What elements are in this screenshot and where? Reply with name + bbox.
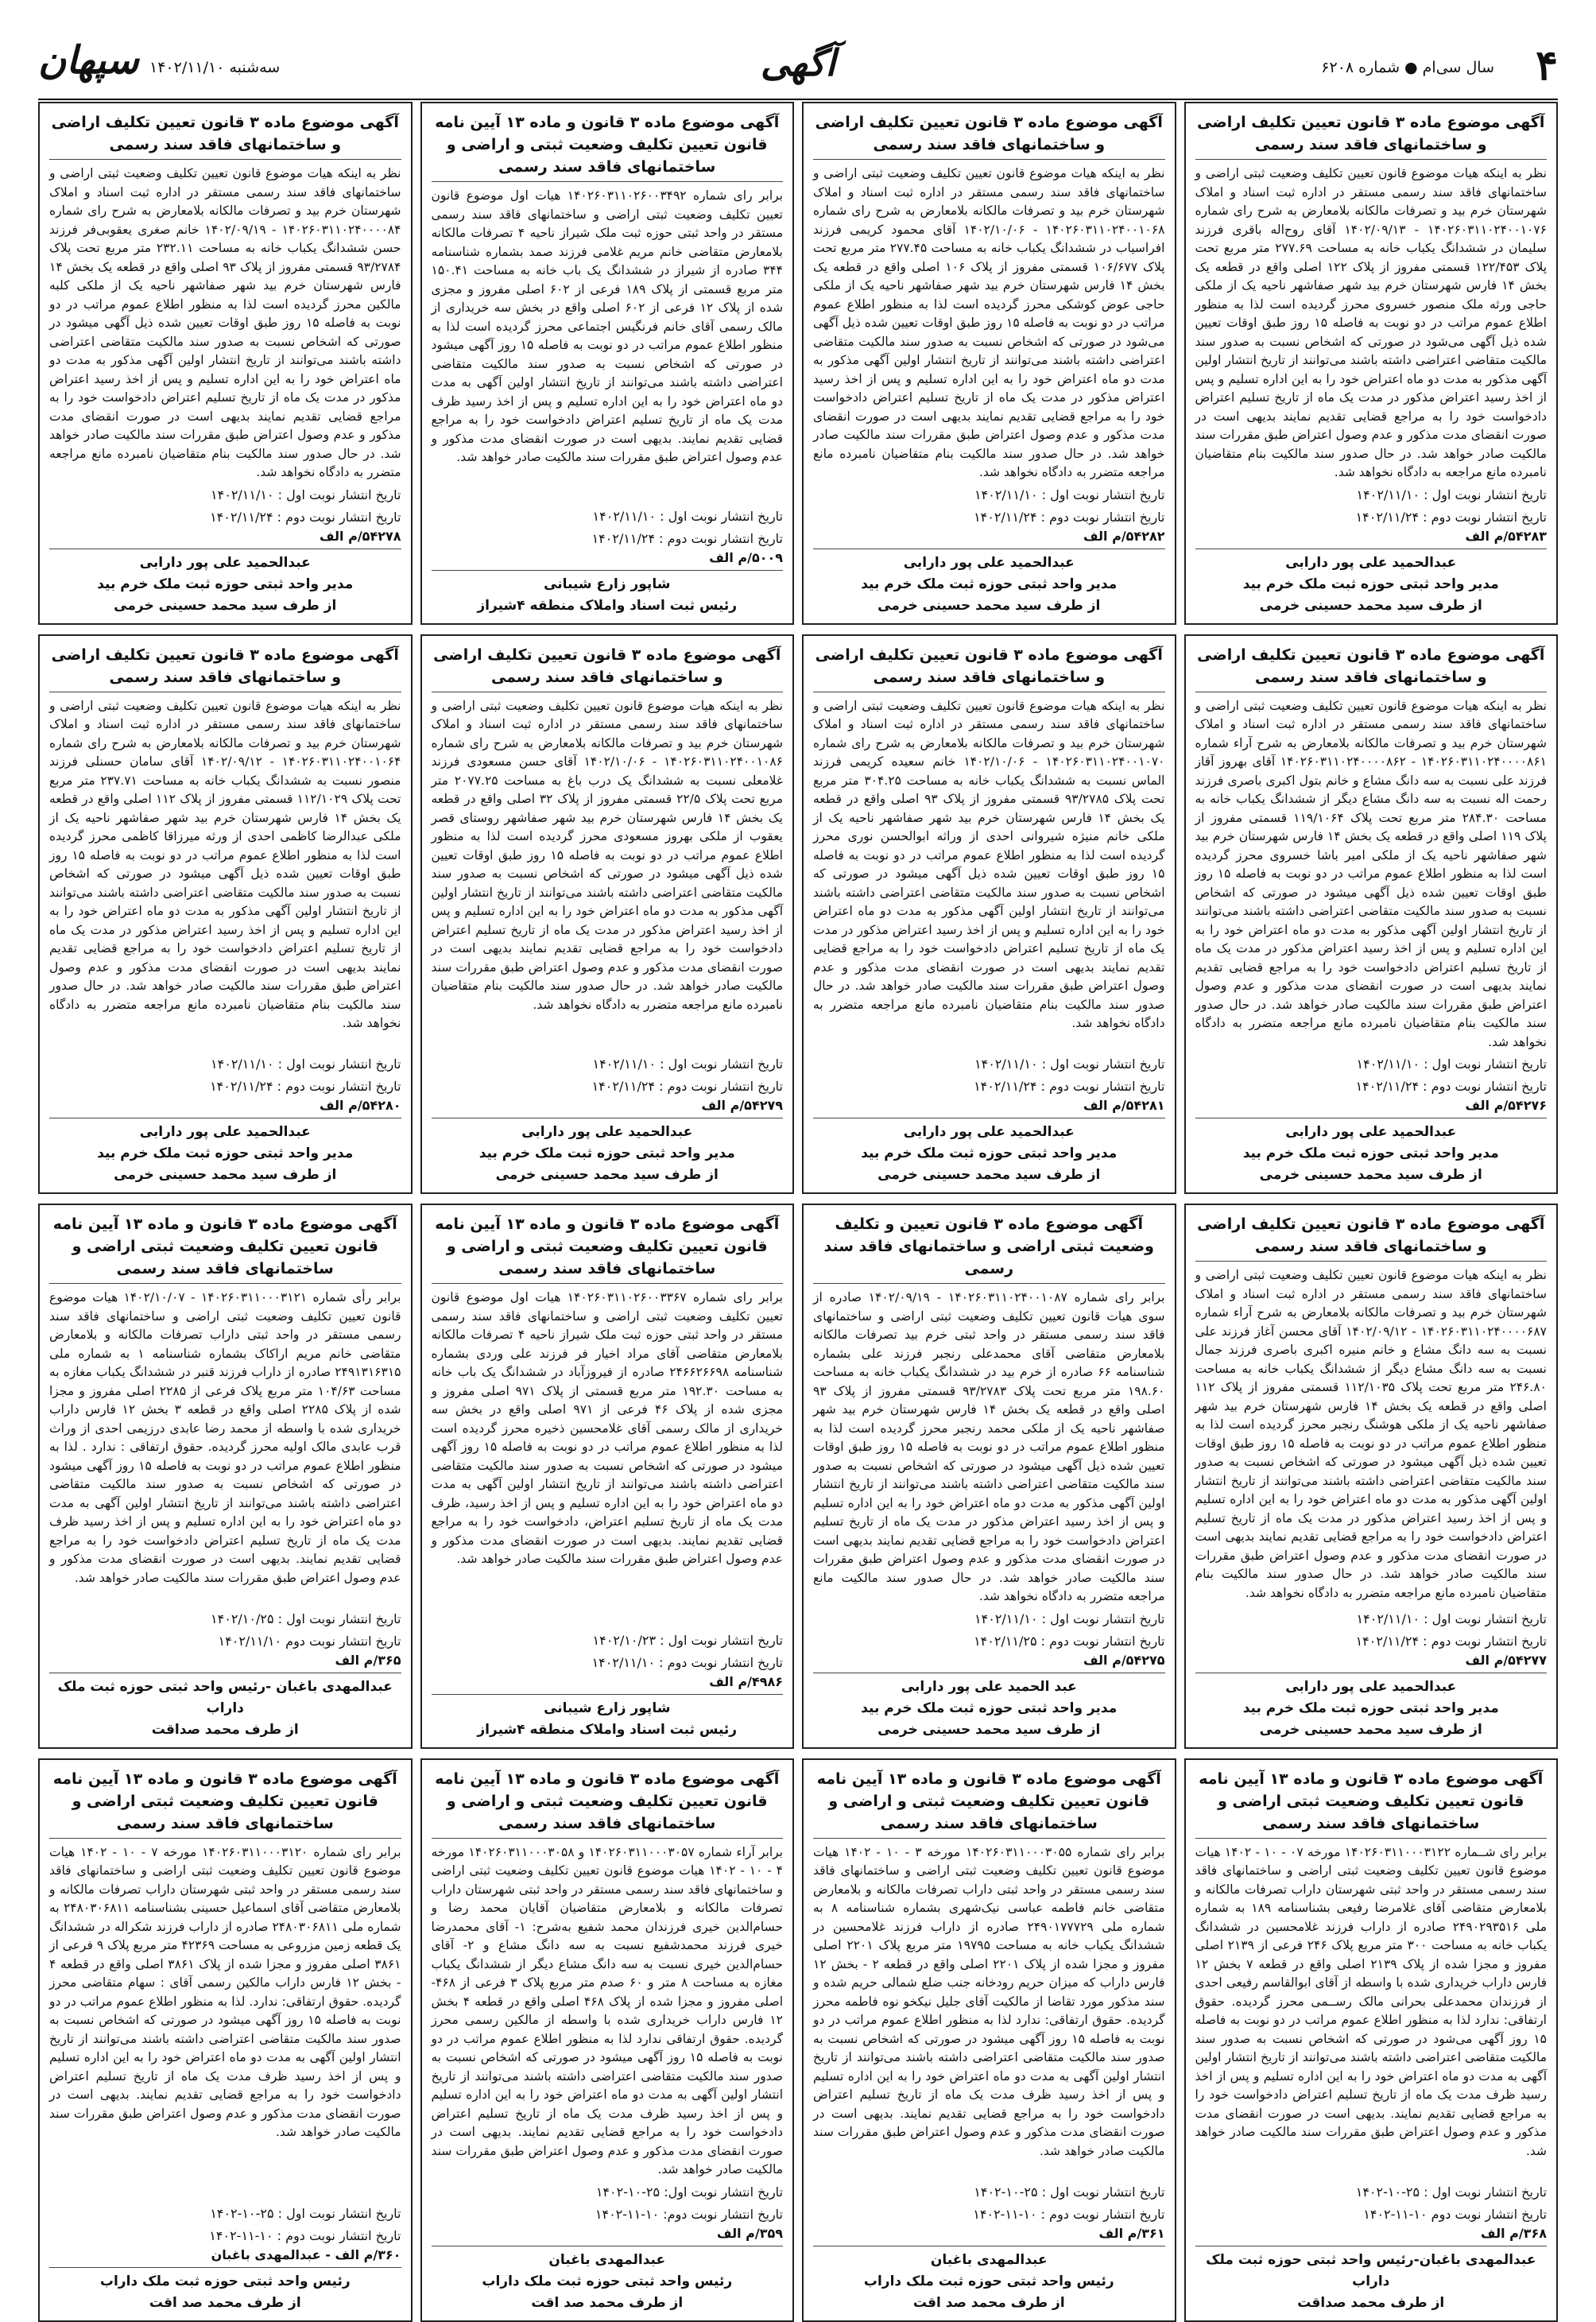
notice-body: نظر به اینکه هیات موضوع قانون تعیین تکلیف وضعیت ثبتی اراضی و ساختمانهای فاقد سند رسمی مستقر در اداره ثبت اسناد و املاک شهرستان خرم بید و تصرفات مالکانه بلامعارض به شرح رای شماره ۱۴۰۲۶۰۳۱۱۰۲۴۰۰۱۰۷۶ - ۱۴۰۲/۰۹/۱۳ آقای روح‌اله باقری فرزند سلیمان در ششدانگ یکباب خانه به مساحت ۲۷۷.۶۹ متر مربع تحت پلاک ۱۲۲/۴۵۳ قسمتی مفروز از پلاک ۱۲۲ اصلی واقع در قطعه یک بخش ۱۴ فارس شهرستان خرم بید شهر صفاشهر ناحیه یک از ملکی حاجی ورثه ملک منصور خسروی محرز گردیده است لذا به منظور اطلاع عموم مراتب در دو نوبت به فاصله ۱۵ روز طبق اوقات تعیین شده ذیل آگهی می‌شود در صورتی که اشخاص نسبت به صدور سند مالکیت متقاضی اعتراضی داشته باشند می‌توانند از تاریخ انتشار اولین آگهی مذکور به مدت دو ماه اعتراض خود را به این اداره تسلیم و پس از اخذ رسید اعتراض مذکور در مدت یک ماه از تاریخ تسلیم اعتراض دادخواست خود را به مراجع قضایی تقدیم نمایند بدیهی است در صورت انقضای مدت مذکور و عدم وصول اعتراض طبق مقررات سند مالکیت صادر خواهد شد. در حال صدور سند مالکیت بنام متقاضیان نامبرده مانع مراجعه به دادگاه نخواهد شد. xyxy=(1195,166,1548,479)
signatory-name: عبدالحمید علی پور دارابی xyxy=(1285,1124,1457,1140)
notice-code: ۵۴۲۷۷/م الف xyxy=(1195,1651,1548,1673)
publish-date-first: تاریخ انتشار نوبت اول : ۱۴۰۲/۱۱/۱۰ xyxy=(974,486,1165,502)
signatory-role: از طرف محمد صداقت xyxy=(151,1721,299,1738)
publish-date-first: تاریخ انتشار نوبت اول : ۲۵-۱۰-۱۴۰۲ xyxy=(974,2184,1165,2200)
ads-grid xyxy=(38,102,1558,2311)
notice-code: ۵۴۲۸۲/م الف xyxy=(813,527,1165,549)
notice-box xyxy=(420,102,795,625)
publish-date-first: تاریخ انتشار نوبت اول : ۱۴۰۲/۱۱/۱۰ xyxy=(1356,1056,1547,1072)
notice-box xyxy=(38,102,413,625)
notice-code: ۵۴۲۷۸/م الف xyxy=(49,527,401,549)
section-title: آگهی xyxy=(760,41,836,84)
notice-box xyxy=(1184,1204,1559,1749)
notice-title: آگهی موضوع ماده ۳ قانون تعیین تکلیف اراضی و ساختمانهای فاقد سند رسمی xyxy=(1195,1213,1548,1262)
signatory-role: مدیر واحد ثبتی حوزه ثبت ملک خرم بید xyxy=(478,1145,735,1161)
signatory-on-behalf: از طرف سید محمد حسینی خرمی xyxy=(1259,1721,1482,1738)
signatory-name: عبدالحمید علی پور دارابی xyxy=(139,1124,311,1140)
notice-code: ۵۰۰۹/م الف xyxy=(432,549,784,571)
signatory-on-behalf: از طرف سید محمد حسینی خرمی xyxy=(1259,1167,1482,1183)
notice-body: نظر به اینکه هیات موضوع قانون تعیین تکلیف وضعیت ثبتی اراضی و ساختمانهای فاقد سند رسمی مستقر در اداره ثبت اسناد و املاک شهرستان خرم بید و تصرفات مالکانه بلامعارض به شرح رای شماره ۱۴۰۲۶۰۳۱۱۰۲۴۰۰۱۰۷۰ - ۱۴۰۲/۱۰/۰۶ خانم سعیده کریمی فرزند الماس نسبت به ششدانگ یکباب خانه به مساحت ۳۰۴.۲۵ متر مربع تحت پلاک ۹۳/۲۷۸۵ قسمتی مفروز از پلاک ۹۳ اصلی واقع در قطعه یک بخش ۱۴ فارس شهرستان خرم بید شهر صفاشهر ناحیه یک از ملکی خانم منیژه شیروانی احدی از وراثه ابوالحسن نوری محرز گردیده است لذا به منظور اطلاع عموم مراتب در دو نوبت به فاصله ۱۵ روز طبق اوقات تعیین شده ذیل آگهی میشود در صورتی که اشخاص نسبت به صدور سند مالکیت متقاضی اعتراضی داشته باشند می‌توانند از تاریخ انتشار اولین آگهی مذکور به مدت دو ماه اعتراض خود را به این اداره تسلیم و پس از اخذ رسید اعتراض مذکور در مدت یک ماه از تاریخ تسلیم اعتراض دادخواست خود را به مراجع قضایی تقدیم نمایند بدیهی است در صورت انقضای مدت مذکور و عدم وصول اعتراض طبق مقررات سند مالکیت صادر خواهد شد. در حال صدور سند مالکیت بنام متقاضیان نامبرده مانع مراجعه متضرر به دادگاه نخواهد شد. xyxy=(813,698,1165,1030)
publish-date-second: تاریخ انتشار نوبت دوم: ۱۰-۱۱-۱۴۰۲ xyxy=(595,2206,783,2222)
signatory-role: رئیس ثبت اسناد واملاک منطقه ۴شیراز xyxy=(477,1721,738,1738)
notice-body: نظر به اینکه هیات موضوع قانون تعیین تکلیف وضعیت ثبتی اراضی و ساختمانهای فاقد سند رسمی مستقر در اداره ثبت اسناد و املاک شهرستان خرم بید و تصرفات مالکانه بلامعارض به شرح رای شماره ۱۴۰۲۶۰۳۱۱۰۲۴۰۰۱۰۶۸ - ۱۴۰۲/۱۰/۰۶ آقای محمود کریمی فرزند افراسیاب در ششدانگ یکباب خانه به مساحت ۲۷۷.۴۵ متر مربع تحت پلاک ۱۰۶/۶۷۷ قسمتی مفروز از پلاک ۱۰۶ اصلی واقع در قطعه یک بخش ۱۴ فارس شهرستان خرم بید شهر صفاشهر ناحیه یک از ملکی حاجی عوض کوشکی محرز گردیده است لذا به منظور اطلاع عموم مراتب در دو نوبت به فاصله ۱۵ روز طبق اوقات تعیین شده ذیل آگهی می‌شود در صورتی که اشخاص نسبت به صدور سند مالکیت متقاضی اعتراضی داشته باشند می‌توانند از تاریخ انتشار اولین آگهی مذکور به مدت دو ماه اعتراض خود را به این اداره تسلیم و پس از اخذ رسید اعتراض مذکور در مدت یک ماه از تاریخ تسلیم اعتراض دادخواست خود را به مراجع قضایی تقدیم نمایند بدیهی است در صورت انقضای مدت مذکور و عدم وصول اعتراض طبق مقررات سند مالکیت صادر خواهد شد. در حال صدور سند مالکیت بنام متقاضیان نامبرده مانع مراجعه متضرر به دادگاه نخواهد شد. xyxy=(813,166,1165,479)
signatory-name: عبدالحمید علی پور دارابی xyxy=(1285,1678,1457,1695)
signatory-name: عبد الحمید علی پور دارابی xyxy=(901,1678,1077,1695)
header-rule xyxy=(38,99,1558,100)
notice-box xyxy=(420,1204,795,1749)
notice-body: برابر رای شماره ۱۴۰۲۶۰۳۱۱۰۲۴۰۰۱۰۸۷ - ۱۴۰۲/۰۹/۱۹ صادره از سوی هیات قانون تعیین تکلیف وضعیت ثبتی اراضی و ساختمانهای فاقد سند رسمی مستقر در واحد ثبتی خرم بید تصرفات مالکانه بلامعارض متقاضی آقای محمدعلی رنجبر فرزند علی بشماره شناسنامه ۶۶ صادره از خرم بید در ششدانگ یکباب خانه به مساحت ۱۹۸.۶۰ متر مربع تحت پلاک ۹۳/۲۷۸۳ قسمتی مفروز از پلاک ۹۳ اصلی واقع در قطعه یک بخش ۱۴ فارس شهرستان خرم بید شهر صفاشهر ناحیه یک از ملکی محمد رنجبر محرز گردیده است لذا به منظور اطلاع عموم مراتب در دو نوبت به فاصله ۱۵ روز طبق اوقات تعیین شده ذیل آگهی میشود در صورتی که اشخاص نسبت به صدور سند مالکیت متقاضی اعتراضی داشته باشند می‌توانند از تاریخ انتشار اولین آگهی مذکور به مدت دو ماه اعتراض خود را به این اداره تسلیم و پس از اخذ رسید اعتراض مذکور در مدت یک ماه از تاریخ تسلیم اعتراض دادخواست خود را به مراجع قضایی تقدیم نمایند بدیهی است در صورت انقضای مدت مذکور و عدم وصول اعتراض طبق مقررات سند مالکیت صادر خواهد شد. در حال صدور سند مالکیت مانع مراجعه متضرر به دادگاه نخواهد شد. xyxy=(813,1290,1165,1603)
publish-date-second: تاریخ انتشار نوبت دوم ۱۰-۱۱-۱۴۰۲ xyxy=(1363,2206,1547,2222)
notice-code: ۵۴۲۷۵/م الف xyxy=(813,1651,1165,1673)
publish-date-first: تاریخ انتشار نوبت اول : ۱۴۰۲/۱۱/۱۰ xyxy=(211,1056,401,1072)
notice-code: ۳۵۹/م الف xyxy=(432,2224,784,2246)
notice-box xyxy=(802,634,1176,1195)
notice-body: نظر به اینکه هیات موضوع قانون تعیین تکلیف وضعیت ثبتی اراضی و ساختمانهای فاقد سند رسمی مستقر در اداره ثبت اسناد و املاک شهرستان خرم بید و تصرفات مالکانه بلامعارض به شرح رای شماره ۱۴۰۲۶۰۳۱۱۰۲۴۰۰۱۰۸۶ - ۱۴۰۲/۱۰/۰۶ آقای حسن مسعودی فرزند غلامعلی نسبت به ششدانگ یک درب باغ به مساحت ۲۰۷۷.۲۵ متر مربع تحت پلاک ۲۲/۵ قسمتی مفروز از پلاک ۳۲ اصلی واقع در قطعه یک بخش ۱۴ فارس شهرستان خرم بید شهر صفاشهر روستای قصر یعقوب از ملکی بهروز مسعودی محرز گردیده است لذا به منظور اطلاع عموم مراتب در دو نوبت به فاصله ۱۵ روز طبق اوقات تعیین شده ذیل آگهی میشود در صورتی که اشخاص نسبت به صدور سند مالکیت متقاضی اعتراضی داشته باشند می‌توانند از تاریخ انتشار اولین آگهی مذکور به مدت دو ماه اعتراض خود را به این اداره تسلیم و پس از اخذ رسید اعتراض مذکور در مدت یک ماه از تاریخ تسلیم اعتراض دادخواست خود را به مراجع قضایی تقدیم نمایند بدیهی است در صورت انقضای مدت مذکور و عدم وصول اعتراض طبق مقررات سند مالکیت صادر خواهد شد. در حال صدور سند مالکیت بنام متقاضیان نامبرده مانع مراجعه متضرر به دادگاه نخواهد شد. xyxy=(431,698,783,1012)
publish-date-second: تاریخ انتشار نوبت دوم : ۱۴۰۲/۱۱/۲۴ xyxy=(1355,1079,1547,1094)
notice-title: آگهی موضوع ماده ۳ قانون و ماده ۱۳ آیین نامه قانون تعیین تکلیف وضعیت ثبتی و اراضی و ساختمانهای فاقد سند رسمی xyxy=(432,1213,784,1284)
publish-date-second: تاریخ انتشار نوبت دوم : ۱۴۰۲/۱۱/۲۴ xyxy=(591,1079,783,1094)
notice-title: آگهی موضوع ماده ۳ قانون تعیین تکلیف اراضی و ساختمانهای فاقد سند رسمی xyxy=(49,111,401,160)
signatory-role: از طرف محمد صداقت xyxy=(1297,2294,1445,2311)
signatory-on-behalf: از طرف سید محمد حسینی خرمی xyxy=(114,1167,337,1183)
signatory-on-behalf: از طرف سید محمد حسینی خرمی xyxy=(495,1167,719,1183)
notice-box xyxy=(1184,102,1559,625)
notice-body: نظر به اینکه هیات موضوع قانون تعیین تکلیف وضعیت ثبتی اراضی و ساختمانهای فاقد سند رسمی مستقر در اداره ثبت اسناد و املاک شهرستان خرم بید و تصرفات مالکانه بلامعارض به شرح رای شماره ۱۴۰۲۶۰۳۱۱۰۲۴۰۰۰۰۸۴ - ۱۴۰۲/۰۹/۱۹ خانم صغری یعقوبی‌فر فرزند حسن ششدانگ یکباب خانه به مساحت ۲۳۲.۱۱ متر مربع تحت پلاک ۹۳/۲۷۸۴ قسمتی مفروز از پلاک ۹۳ اصلی واقع در قطعه یک بخش ۱۴ فارس شهرستان خرم بید شهر صفاشهر ناحیه یک از ملکی کلبه مالکین محرز گردیده است لذا به منظور اطلاع عموم مراتب در دو نوبت به فاصله ۱۵ روز طبق اوقات تعیین شده ذیل آگهی میشود در صورتی که اشخاص نسبت به صدور سند مالکیت متقاضی اعتراضی داشته باشند می‌توانند از تاریخ انتشار اولین آگهی مذکور به مدت دو ماه اعتراض خود را به این اداره تسلیم و پس از اخذ رسید اعتراض مذکور در مدت یک ماه از تاریخ تسلیم اعتراض دادخواست خود را به مراجع قضایی تقدیم نمایند بدیهی است در صورت انقضای مدت مذکور و عدم وصول اعتراض طبق مقررات سند مالکیت صادر خواهد شد. در حال صدور سند مالکیت بنام متقاضیان نامبرده مانع مراجعه متضرر به دادگاه نخواهد شد. xyxy=(49,166,401,479)
signatory-role: مدیر واحد ثبتی حوزه ثبت ملک خرم بید xyxy=(97,576,354,592)
notice-box xyxy=(420,634,795,1195)
notice-title: آگهی موضوع ماده ۳ قانون و ماده ۱۳ آیین نامه قانون تعیین تکلیف وضعیت ثبتی و اراضی و ساختمانهای فاقد سند رسمی xyxy=(432,1768,784,1839)
notice-title: آگهی موضوع ماده ۳ قانون تعیین تکلیف اراضی و ساختمانهای فاقد سند رسمی xyxy=(813,111,1165,160)
signatory-name: عبدالحمید علی پور دارابی xyxy=(903,554,1075,571)
publish-date-second: تاریخ انتشار نوبت دوم : ۱۴۰۲/۱۱/۲۴ xyxy=(1355,1633,1547,1649)
signatory-on-behalf: از طرف سید محمد حسینی خرمی xyxy=(877,1167,1101,1183)
signatory-role: رئیس واحد ثبتی حوزه ثبت ملک داراب xyxy=(863,2273,1114,2289)
notice-code: ۳۶۵/م الف xyxy=(49,1651,401,1673)
notice-box xyxy=(38,1758,413,2322)
notice-body: برابر رای شــماره ۱۴۰۲۶۰۳۱۱۰۰۰۳۱۲۲ مورخه ۰۷ - ۱۰ - ۱۴۰۲ هیات موضوع قانون تعیین تکلیف وضعیت ثبتی اراضی و ساختمانهای فاقد سند رسمی مستقر در واحد ثبتی شهرستان داراب تصرفات مالکانه و بلامعارض متقاضی آقای غلامرضا رفیعی بشناسنامه ۱۸۹ به شماره ملی ۲۴۹۰۲۹۳۵۱۶ صادره از داراب فرزند غلامحسین در ششدانگ یکباب خانه به مساحت ۳۰۰ متر مربع پلاک ۲۴۶ فرعی از ۲۱۳۹ اصلی مفروز و مجزا شده از پلاک ۲۱۳۹ اصلی واقع در قطعه ۷ بخش ۱۲ فارس داراب خریداری شده با واسطه از آقای ابوالقاسم رفیعی احدی از فرزندان محمدعلی بحرانی مالک رســمی محرز گردیده. حقوق ارتفاقی: ندارد لذا به منظور اطلاع عموم مراتب در دو نوبت به فاصله ۱۵ روز آگهی می‌شود در صورتی که اشخاص نسبت به صدور سند مالکیت متقاضی اعتراضی داشته باشند می‌توانند از تاریخ انتشار اولین آگهی به مدت دو ماه اعتراض خود را به این اداره تسلیم و پس از اخذ رسید ظرف مدت یک ماه از تاریخ تسلیم اعتراض دادخواست خود را به مراجع قضایی تقدیم نمایند. بدیهی است در صورت انقضای مدت مذکور و عدم وصول اعتراض طبق مقررات سند مالکیت صادر خواهد شد. xyxy=(1195,1844,1548,2158)
signatory-name: عبدالحمید علی پور دارابی xyxy=(521,1124,693,1140)
publish-date-second: تاریخ انتشار نوبت دوم : ۱۴۰۲/۱۱/۲۵ xyxy=(974,1633,1165,1649)
signatory-name: عبدالمهدی باغبان xyxy=(548,2251,666,2268)
notice-body: نظر به اینکه هیات موضوع قانون تعیین تکلیف وضعیت ثبتی اراضی و ساختمانهای فاقد سند رسمی مستقر در اداره ثبت اسناد و املاک شهرستان خرم بید و تصرفات مالکانه بلامعارض به شرح رای شماره ۱۴۰۲۶۰۳۱۱۰۲۴۰۰۱۰۶۴ - ۱۴۰۲/۰۹/۱۲ آقای سامان حسنلی فرزند منصور نسبت به ششدانگ یکباب خانه به مساحت ۲۳۷.۷۱ متر مربع تحت پلاک ۱۱۲/۱۰۲۹ قسمتی مفروز از پلاک ۱۱۲ اصلی واقع در قطعه یک بخش ۱۴ فارس شهرستان خرم بید شهر صفاشهر ناحیه یک از ملکی عبدالرضا کاظمی احدی از ورثه میرزاقا کاظمی محرز گردیده است لذا به منظور اطلاع عموم مراتب در دو نوبت به فاصله ۱۵ روز طبق اوقات تعیین شده ذیل آگهی میشود در صورتی که اشخاص نسبت به صدور سند مالکیت متقاضی اعتراضی داشته باشند می‌توانند از تاریخ انتشار اولین آگهی مذکور به مدت دو ماه اعتراض خود را به این اداره تسلیم و پس از اخذ رسید اعتراض مذکور در مدت یک ماه از تاریخ تسلیم اعتراض دادخواست خود را به مراجع قضایی تقدیم نمایند بدیهی است در صورت انقضای مدت مذکور و عدم وصول اعتراض طبق مقررات سند مالکیت صادر خواهد شد. در حال صدور سند مالکیت بنام متقاضیان نامبرده مانع مراجعه متضرر به دادگاه نخواهد شد. xyxy=(49,698,401,1030)
publish-date-first: تاریخ انتشار نوبت اول : ۱۴۰۲/۱۱/۱۰ xyxy=(974,1611,1165,1626)
notice-title: آگهی موضوع ماده ۳ قانون و ماده ۱۳ آیین نامه قانون تعیین تکلیف وضعیت ثبتی اراضی و ساختمانهای فاقد سند رسمی xyxy=(49,1213,401,1284)
signatory-name: عبدالحمید علی پور دارابی xyxy=(139,554,311,571)
publish-date-first: تاریخ انتشار نوبت اول : ۲۵-۱۰-۱۴۰۲ xyxy=(1355,2184,1547,2200)
notice-body: نظر به اینکه هیات موضوع قانون تعیین تکلیف وضعیت ثبتی اراضی و ساختمانهای فاقد سند رسمی مستقر در اداره ثبت اسناد و املاک شهرستان خرم بید و تصرفات مالکانه بلامعارض به شرح آراء شماره ۱۴۰۲۶۰۳۱۱۰۲۴۰۰۰۰۶۸۷ - ۱۴۰۲/۰۹/۱۲ آقای محسن آغاز فرزند علی نسبت به سه دانگ مشاع و خانم منیره اکبری باصری فرزند جمال نسبت به سه دانگ مشاع دیگر از ششدانگ یکباب خانه به مساحت ۲۴۶.۸۰ متر مربع تحت پلاک ۱۱۲/۱۰۳۵ قسمتی مفروز از پلاک ۱۱۲ اصلی واقع در قطعه یک بخش ۱۴ فارس شهرستان خرم بید شهر صفاشهر ناحیه یک از ملکی هوشنگ رنجبر محرز گردیده است لذا به منظور اطلاع عموم مراتب در دو نوبت به فاصله ۱۵ روز طبق اوقات تعیین شده ذیل آگهی میشود در صورتی که اشخاص نسبت به صدور سند مالکیت متقاضی اعتراضی داشته باشند می‌توانند از تاریخ انتشار اولین آگهی مذکور به مدت دو ماه اعتراض خود را به این اداره تسلیم و پس از اخذ رسید اعتراض مذکور در مدت یک ماه از تاریخ تسلیم اعتراض دادخواست خود را به مراجع قضایی تقدیم نمایند بدیهی است در صورت انقضای مدت مذکور و عدم وصول اعتراض طبق مقررات سند مالکیت صادر خواهد شد. در حال صدور سند مالکیت بنام متقاضیان نامبرده مانع مراجعه متضرر به دادگاه نخواهد شد. xyxy=(1195,1268,1547,1600)
notice-code: ۵۴۲۷۹/م الف xyxy=(432,1096,784,1118)
notice-title: آگهی موضوع ماده ۳ قانون تعیین تکلیف اراضی و ساختمانهای فاقد سند رسمی xyxy=(1195,111,1548,160)
notice-body: نظر به اینکه هیات موضوع قانون تعیین تکلیف وضعیت ثبتی اراضی و ساختمانهای فاقد سند رسمی مستقر در اداره ثبت اسناد و املاک شهرستان خرم بید و تصرفات مالکانه بلامعارض به شرح آراء شماره ۱۴۰۲۶۰۳۱۱۰۲۴۰۰۰۰۸۶۱ - ۱۴۰۲۶۰۳۱۱۰۲۴۰۰۰۰۸۶۲ آقای بهروز آقاز فرزند علی نسبت به سه دانگ مشاع و خانم بتول اکبری باصری فرزند رحمت اله نسبت به سه دانگ مشاع دیگر از ششدانگ یکباب خانه به مساحت ۲۸۴.۳۰ متر مربع تحت پلاک ۱۱۹/۱۰۶۴ قسمتی مفروز از پلاک ۱۱۹ اصلی واقع در قطعه یک بخش ۱۴ فارس شهرستان خرم بید شهر صفاشهر ناحیه یک از ملکی امیر باشا خسروی محرز گردیده است لذا به منظور اطلاع عموم مراتب در دو نوبت به فاصله ۱۵ روز طبق اوقات تعیین شده ذیل آگهی میشود در صورتی که اشخاص نسبت به صدور سند مالکیت متقاضی اعتراضی داشته باشند می‌توانند از تاریخ انتشار اولین آگهی مذکور به مدت دو ماه اعتراض خود را به این اداره تسلیم و پس از اخذ رسید اعتراض مذکور در مدت یک ماه از تاریخ تسلیم اعتراض دادخواست خود را به مراجع قضایی تقدیم نمایند بدیهی است در صورت انقضای مدت مذکور و عدم وصول اعتراض طبق مقررات سند مالکیت صادر خواهد شد. در حال صدور سند مالکیت بنام متقاضیان نامبرده مانع مراجعه متضرر به دادگاه نخواهد شد. xyxy=(1195,698,1547,1049)
signatory-on-behalf: از طرف سید محمد حسینی خرمی xyxy=(877,1721,1101,1738)
notice-title: آگهی موضوع ماده ۳ قانون تعیین تکلیف اراضی و ساختمانهای فاقد سند رسمی xyxy=(1195,644,1548,692)
notice-title: آگهی موضوع ماده ۳ قانون و ماده ۱۳ آیین نامه قانون تعیین تکلیف وضعیت ثبتی اراضی و ساختمانهای فاقد سند رسمی xyxy=(49,1768,401,1839)
signatory-name: عبدالحمید علی پور دارابی xyxy=(903,1124,1075,1140)
notice-title: آگهی موضوع ماده ۳ قانون تعیین تکلیف اراضی و ساختمانهای فاقد سند رسمی xyxy=(49,644,401,692)
publish-date-first: تاریخ انتشار نوبت اول : ۲۵-۱۰-۱۴۰۲ xyxy=(210,2205,401,2221)
publish-date-first: تاریخ انتشار نوبت اول : ۱۴۰۲/۱۰/۲۵ xyxy=(211,1611,401,1626)
notice-body: برابر رای شماره ۱۴۰۲۶۰۳۱۱۰۰۰۳۱۲۰ مورخه ۷ - ۱۰ - ۱۴۰۲ هیات موضوع قانون تعیین تکلیف وضعیت ثبتی اراضی و ساختمانهای فاقد سند رسمی مستقر در واحد ثبتی شهرستان داراب تصرفات مالکانه و بلامعارض متقاضی آقای اسماعیل حسینی بشناسنامه ۲۴۸۰۳۰۶۸۱۱ به شماره ملی ۲۴۸۰۳۰۶۸۱۱ صادره از داراب فرزند شکراله در ششدانگ یک قطعه زمین مزروعی به مساحت ۴۲۳۶۹ متر مربع پلاک ۹ فرعی از ۳۸۶۱ اصلی مفروز و مجزا شده از پلاک ۳۸۶۱ اصلی واقع در قطعه ۴ - بخش ۱۲ فارس داراب مالکین رسمی آقای : سهام متقاضی محرز گردیده. حقوق ارتفاقی: ندارد. لذا به منظور اطلاع عموم مراتب در دو نوبت به فاصله ۱۵ روز آگهی میشود در صورتی که اشخاص نسبت به صدور سند مالکیت متقاضی اعتراضی داشته باشند می‌توانند از تاریخ انتشار اولین آگهی به مدت دو ماه اعتراض خود را به این اداره تسلیم و پس از اخذ رسید ظرف مدت یک ماه از تاریخ تسلیم اعتراض دادخواست خود را به مراجع قضایی تقدیم نمایند. بدیهی است در صورت انقضای مدت مذکور و عدم وصول اعتراض طبق مقررات سند مالکیت صادر خواهد شد. xyxy=(49,1844,401,2139)
signatory-role: رئیس واحد ثبتی حوزه ثبت ملک داراب xyxy=(482,2273,733,2289)
notice-code: ۵۴۲۷۶/م الف xyxy=(1195,1096,1548,1118)
notice-title: آگهی موضوع ماده ۳ قانون تعیین و تکلیف وضعیت ثبتی اراضی و ساختمانهای فاقد سند رسمی xyxy=(813,1213,1165,1284)
publish-date-second: تاریخ انتشار نوبت دوم : ۱۴۰۲/۱۱/۲۴ xyxy=(974,509,1165,525)
notice-box xyxy=(1184,634,1559,1195)
notice-box xyxy=(802,102,1176,625)
publish-date-second: تاریخ انتشار نوبت دوم : ۱۰-۱۱-۱۴۰۲ xyxy=(973,2206,1165,2222)
notice-box xyxy=(1184,1758,1559,2322)
notice-body: برابر رای شماره ۱۴۰۲۶۰۳۱۱۰۲۶۰۰۳۳۶۷ هیات اول موضوع قانون تعیین تکلیف وضعیت ثبتی اراضی و ساختمانهای فاقد سند رسمی مستقر در واحد ثبتی حوزه ثبت ملک شیراز ناحیه ۴ تصرفات مالکانه بلامعارض متقاضی آقای مراد اخیار فر فرزند علی وردی بشماره شناسنامه ۲۴۶۶۲۶۶۹۸ صادره از فیروزآباد در ششدانگ یک باب خانه به مساحت ۱۹۲.۳۰ متر مربع قسمتی از پلاک ۹۷۱ اصلی مفروز و مجزی شده از پلاک ۴۶ فرعی از ۹۷۱ اصلی واقع در بخش سه خریداری از مالک رسمی آقای غلامحسین ذخیره محرز گردیده است لذا به منظور اطلاع عموم مراتب در دو نوبت به فاصله ۱۵ روز آگهی میشود در صورتی که اشخاص نسبت به صدور سند مالکیت متقاضی اعتراضی داشته باشند می‌توانند از تاریخ انتشار اولین آگهی به مدت دو ماه اعتراض خود را به این اداره تسلیم و پس از اخذ رسید، ظرف مدت یک ماه از تاریخ تسلیم اعتراض، دادخواست خود را به مراجع قضایی تقدیم نمایند. بدیهی است در صورت انقضای مدت مذکور و عدم وصول اعتراض طبق مقررات سند مالکیت صادر خواهد شد. xyxy=(431,1290,784,1566)
signatory-on-behalf: از طرف سید محمد حسینی خرمی xyxy=(877,597,1101,614)
signatory-name: شاپور زارع شیبانی xyxy=(544,1700,671,1716)
publish-date-second: تاریخ انتشار نوبت دوم : ۱۰-۱۱-۱۴۰۲ xyxy=(209,2227,401,2243)
notice-box xyxy=(38,634,413,1195)
signatory-name: عبدالمهدی باغبان-رئیس واحد ثبتی حوزه ثبت ملک داراب xyxy=(1206,2251,1536,2289)
page-header xyxy=(38,38,1558,95)
notice-title: آگهی موضوع ماده ۳ قانون و ماده ۱۳ آیین نامه قانون تعیین تکلیف وضعیت ثبتی اراضی و ساختمانهای فاقد سند رسمی xyxy=(1195,1768,1548,1839)
notice-title: آگهی موضوع ماده ۳ قانون تعیین تکلیف اراضی و ساختمانهای فاقد سند رسمی xyxy=(432,644,784,692)
signatory-role: مدیر واحد ثبتی حوزه ثبت ملک خرم بید xyxy=(1242,576,1499,592)
notice-code: ۵۴۲۸۳/م الف xyxy=(1195,527,1548,549)
page-number: ۴ xyxy=(1536,41,1558,90)
publish-date-first: تاریخ انتشار نوبت اول : ۱۴۰۲/۱۰/۲۳ xyxy=(592,1632,783,1648)
issue-info: سال سی‌ام ● شماره ۶۲۰۸ xyxy=(1321,59,1494,76)
publish-date-second: تاریخ انتشار نوبت دوم : ۱۴۰۲/۱۱/۲۴ xyxy=(591,530,783,546)
publish-date-first: تاریخ انتشار نوبت اول : ۱۴۰۲/۱۱/۱۰ xyxy=(1356,1611,1547,1626)
notice-box xyxy=(38,1204,413,1749)
issue-date: سه‌شنبه ۱۴۰۲/۱۱/۱۰ xyxy=(149,59,281,76)
signatory-role: رئیس ثبت اسناد واملاک منطقه ۴شیراز xyxy=(477,597,738,614)
notice-code: ۳۶۸/م الف xyxy=(1195,2224,1548,2246)
signatory-on-behalf: از طرف سید محمد حسینی خرمی xyxy=(114,597,337,614)
publish-date-first: تاریخ انتشار نوبت اول : ۱۴۰۲/۱۱/۱۰ xyxy=(592,1056,783,1072)
signatory-name: شاپور زارع شیبانی xyxy=(544,576,671,592)
signatory-role: از طرف محمد صد اقت xyxy=(149,2294,301,2311)
signatory-name: رئیس واحد ثبتی حوزه ثبت ملک داراب xyxy=(99,2273,351,2289)
signatory-on-behalf: از طرف سید محمد حسینی خرمی xyxy=(1259,597,1482,614)
publish-date-second: تاریخ انتشار نوبت دوم : ۱۴۰۲/۱۱/۲۴ xyxy=(210,1079,401,1094)
signatory-role: مدیر واحد ثبتی حوزه ثبت ملک خرم بید xyxy=(861,1145,1118,1161)
publish-date-second: تاریخ انتشار نوبت دوم : ۱۴۰۲/۱۱/۲۴ xyxy=(974,1079,1165,1094)
signatory-name: عبدالحمید علی پور دارابی xyxy=(1285,554,1457,571)
signatory-role: مدیر واحد ثبتی حوزه ثبت ملک خرم بید xyxy=(1242,1145,1499,1161)
notice-body: برابر آراء شماره ۱۴۰۲۶۰۳۱۱۰۰۰۳۰۵۷ و ۱۴۰۲۶۰۳۱۱۰۰۰۳۰۵۸ مورخه ۴ - ۱۰ - ۱۴۰۲ هیات موضوع قانون تعیین تکلیف وضعیت ثبتی اراضی و ساختمانهای فاقد سند رسمی مستقر در واحد ثبتی شهرستان داراب تصرفات مالکانه و بلامعارض متقاضیان آقایان محمد رضا و حسام‌الدین خیری فرزندان محمد شفیع به‌شرح: ۱- آقای محمدرضا خیری فرزند محمدشفیع نسبت به سه دانگ مشاع و ۲- آقای حسام‌الدین خیری نسبت به سه دانگ مشاع دیگر از ششدانگ یکباب مغازه به مساحت ۸ متر و ۶۰ صدم متر مربع پلاک ۳ فرعی از ۴۶۸- اصلی مفروز و مجزا شده از پلاک ۴۶۸ اصلی واقع در قطعه ۴ بخش ۱۲ فارس داراب خریداری شده با واسطه از مالکین رسمی محرز گردیده. حقوق ارتفاقی ندارد لذا به منظور اطلاع عموم مراتب در دو نوبت به فاصله ۱۵ روز آگهی میشود در صورتی که اشخاص نسبت به صدور سند مالکیت متقاضی اعتراضی داشته باشند می‌توانند از تاریخ انتشار اولین آگهی به مدت دو ماه اعتراض خود را به این اداره تسلیم و پس از اخذ رسید ظرف مدت یک ماه از تاریخ تسلیم اعتراض دادخواست خود را به مراجع قضایی تقدیم نمایند. بدیهی است در صورت انقضای مدت مذکور و عدم وصول اعتراض طبق مقررات سند مالکیت صادر خواهد شد. xyxy=(431,1844,783,2177)
publish-date-first: تاریخ انتشار نوبت اول : ۱۴۰۲/۱۱/۱۰ xyxy=(211,486,401,502)
notice-body: برابر رای شماره ۱۴۰۲۶۰۳۱۱۰۲۶۰۰۳۴۹۲ هیات اول موضوع قانون تعیین تکلیف وضعیت ثبتی اراضی و ساختمانهای فاقد سند رسمی مستقر در واحد ثبتی حوزه ثبت ملک شیراز ناحیه ۴ تصرفات مالکانه بلامعارض متقاضی خانم مریم غلامی فرزند صمد بشماره شناسنامه ۳۴۴ صادره از شیراز در ششدانگ یک باب خانه به مساحت ۱۵۰.۴۱ متر مربع قسمتی از پلاک ۱۸۹ فرعی از ۶۰۲ اصلی مفروز و مجزی شده از پلاک ۱۲ فرعی از ۶۰۲ اصلی واقع در بخش سه خریداری از مالک رسمی آقای خانم فرنگیس اجتماعی محرز گردیده است لذا به منظور اطلاع عموم مراتب در دو نوبت به فاصله ۱۵ روز آگهی میشود در صورتی که اشخاص نسبت به صدور سند مالکیت متقاضی اعتراضی داشته باشند می‌توانند از تاریخ انتشار اولین آگهی به مدت دو ماه اعتراض خود را به این اداره تسلیم و پس از اخذ رسید ظرف مدت یک ماه از تاریخ تسلیم اعتراض دادخواست خود را به مراجع قضایی تقدیم نمایند. بدیهی است در صورت انقضای مدت مذکور و عدم وصول اعتراض طبق مقررات سند مالکیت صادر خواهد شد. xyxy=(431,188,784,464)
publish-date-second: تاریخ انتشار نوبت دوم : ۱۴۰۲/۱۱/۲۴ xyxy=(210,509,401,525)
signatory-on-behalf: از طرف محمد صد اقت xyxy=(531,2294,684,2311)
signatory-role: مدیر واحد ثبتی حوزه ثبت ملک خرم بید xyxy=(861,576,1118,592)
signatory-role: مدیر واحد ثبتی حوزه ثبت ملک خرم بید xyxy=(861,1700,1118,1716)
newspaper-logo: سپهان xyxy=(38,38,139,83)
notice-body: برابر رای شماره ۱۴۰۲۶۰۳۱۱۰۰۰۳۰۵۵ مورخه ۳ - ۱۰ - ۱۴۰۲ هیات موضوع قانون تعیین تکلیف وضعیت ثبتی اراضی و ساختمانهای فاقد سند رسمی مستقر در واحد ثبتی داراب تصرفات مالکانه و بلامعارض متقاضی خانم فاطمه عباسی نیک‌شهری بشماره شناسنامه ۸ به شماره ملی ۲۴۹۰۱۷۷۷۲۹ صادره از داراب فرزند غلامحسین در ششدانگ یکباب خانه به مساحت ۱۹۷۹۵ متر مربع پلاک ۲۲۰۱ اصلی مفروز و مجزا شده از پلاک ۲۲۰۱ اصلی واقع در قطعه ۲ - بخش ۱۲ فارس داراب که میزان حریم رودخانه جنب ضلع شمالی حریم شده و سند مذکور مورد تقاضا از مالکیت آقای جلیل نیکخو نوه فاطمه محرز گردیده. حقوق ارتفاقی: ندارد لذا به منظور اطلاع عموم مراتب در دو نوبت به فاصله ۱۵ روز آگهی میشود در صورتی که اشخاص نسبت به صدور سند مالکیت متقاضی اعتراضی داشته باشند می‌توانند از تاریخ انتشار اولین آگهی به مدت دو ماه اعتراض خود را به این اداره تسلیم و پس از اخذ رسید ظرف مدت یک ماه از تاریخ تسلیم اعتراض دادخواست خود را به مراجع قضایی تقدیم نمایند. بدیهی است در صورت انقضای مدت مذکور و عدم وصول اعتراض طبق مقررات سند مالکیت صادر خواهد شد. xyxy=(813,1844,1165,2158)
signatory-role: مدیر واحد ثبتی حوزه ثبت ملک خرم بید xyxy=(1242,1700,1499,1716)
publish-date-first: تاریخ انتشار نوبت اول: ۲۵-۱۰-۱۴۰۲ xyxy=(595,2184,783,2200)
notice-body: برابر رأی شماره ۱۴۰۲۶۰۳۱۱۰۰۰۳۱۲۱ - ۱۴۰۲/۱۰/۰۷ هیات موضوع قانون تعیین تکلیف وضعیت ثبتی اراضی و ساختمانهای فاقد سند رسمی مستقر در واحد ثبتی داراب تصرفات مالکانه و بلامعارض متقاضی خانم مریم اراکاک بشماره شناسنامه ۱ به شماره ملی ۲۴۹۱۳۱۶۳۱۵ صادره از داراب فرزند قنبر در ششدانگ یکباب مغازه به مساحت ۱۰۴/۶۳ متر مربع پلاک فرعی از ۲۲۸۵ اصلی مفروز و مجزا شده از پلاک ۲۲۸۵ اصلی واقع در قطعه ۳ بخش ۱۲ فارس داراب خریداری شده با واسطه از محمد رضا عابدی درزیمی احدی از وراث قرب عابدی مالک اولیه محرز گردیده. حقوق ارتفاقی : ندارد . لذا به منظور اطلاع عموم مراتب در دو نوبت به فاصله ۱۵ روز آگهی میشود در صورتی که اشخاص نسبت به صدور سند مالکیت متقاضی اعتراضی داشته باشند می‌توانند از تاریخ انتشار اولین آگهی به مدت دو ماه اعتراض خود را به این اداره تسلیم و پس از اخذ رسید ظرف مدت یک ماه از تاریخ تسلیم اعتراض دادخواست خود را به مراجع قضایی تقدیم نمایند. بدیهی است در صورت انقضای مدت مذکور و عدم وصول اعتراض طبق مقررات سند مالکیت صادر خواهد شد. xyxy=(49,1290,401,1585)
publish-date-second: تاریخ انتشار نوبت دوم : ۱۴۰۲/۱۱/۱۰ xyxy=(591,1654,783,1670)
notice-title: آگهی موضوع ماده ۳ قانون و ماده ۱۳ آیین نامه قانون تعیین تکلیف وضعیت ثبتی و اراضی و ساختمانهای فاقد سند رسمی xyxy=(432,111,784,182)
signatory-on-behalf: از طرف محمد صد اقت xyxy=(912,2294,1065,2311)
notice-box xyxy=(802,1758,1176,2322)
notice-code: ۵۴۲۸۱/م الف xyxy=(813,1096,1165,1118)
notice-title: آگهی موضوع ماده ۳ قانون و ماده ۱۳ آیین نامه قانون تعیین تکلیف وضعیت ثبتی و اراضی و ساختمانهای فاقد سند رسمی xyxy=(813,1768,1165,1839)
publish-date-second: تاریخ انتشار نوبت دوم ۱۴۰۲/۱۱/۱۰ xyxy=(218,1633,401,1649)
signatory-name: عبدالمهدی باغبان -رئیس واحد ثبتی حوزه ثبت ملک داراب xyxy=(57,1678,393,1716)
notice-code: ۳۶۰/م الف - عبدالمهدی باغبان xyxy=(49,2246,401,2268)
notice-title: آگهی موضوع ماده ۳ قانون تعیین تکلیف اراضی و ساختمانهای فاقد سند رسمی xyxy=(813,644,1165,692)
notice-code: ۳۶۱/م الف xyxy=(813,2224,1165,2246)
publish-date-first: تاریخ انتشار نوبت اول : ۱۴۰۲/۱۱/۱۰ xyxy=(592,508,783,524)
signatory-role: مدیر واحد ثبتی حوزه ثبت ملک خرم بید xyxy=(97,1145,354,1161)
signatory-name: عبدالمهدی باغبان xyxy=(930,2251,1048,2268)
notice-box xyxy=(802,1204,1176,1749)
publish-date-first: تاریخ انتشار نوبت اول : ۱۴۰۲/۱۱/۱۰ xyxy=(974,1056,1165,1072)
notice-code: ۵۴۲۸۰/م الف xyxy=(49,1096,401,1118)
publish-date-second: تاریخ انتشار نوبت دوم : ۱۴۰۲/۱۱/۲۴ xyxy=(1355,509,1547,525)
publish-date-first: تاریخ انتشار نوبت اول : ۱۴۰۲/۱۱/۱۰ xyxy=(1356,486,1547,502)
notice-box xyxy=(420,1758,795,2322)
notice-code: ۴۹۸۶/م الف xyxy=(432,1673,784,1695)
